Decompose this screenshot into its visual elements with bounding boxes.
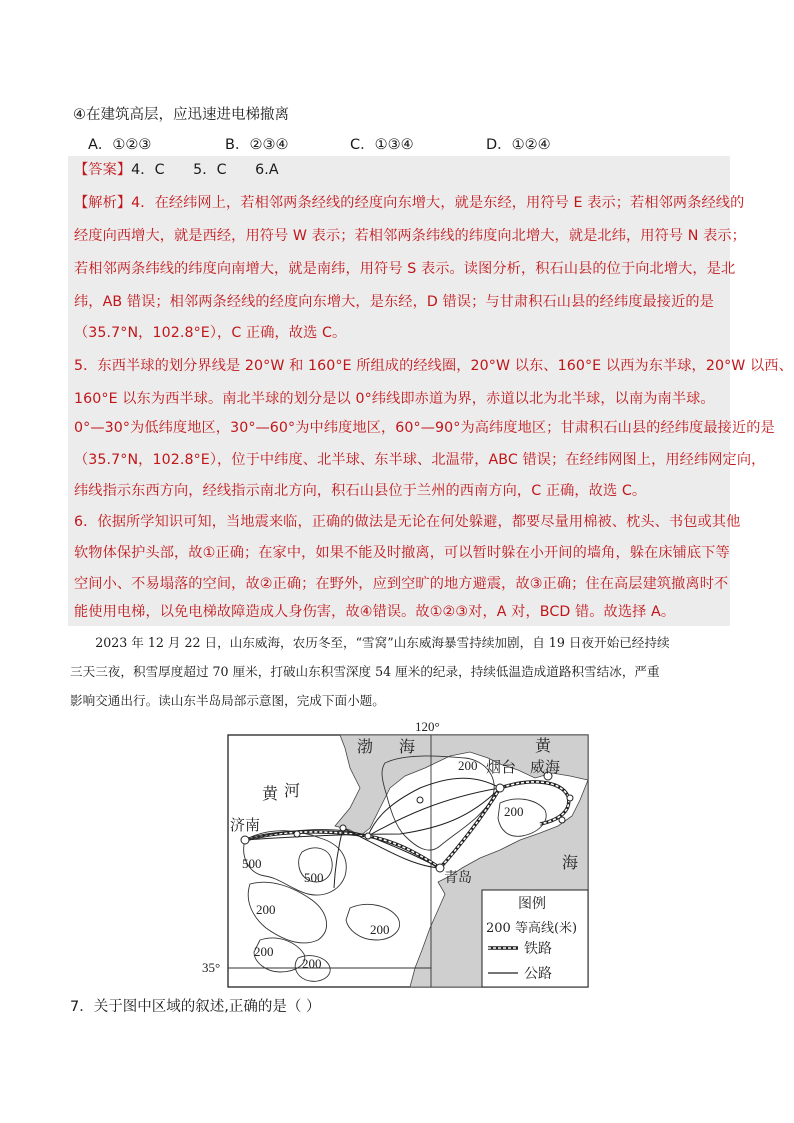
- analysis-line: 软物体保护头部，故①正确；在家中，如果不能及时撤离，可以暂时躲在小开间的墙角，躲在床铺底下等: [74, 545, 730, 561]
- option-c: C．①③④: [350, 137, 414, 153]
- map-svg: [200, 718, 600, 990]
- analysis-line: 经度向西增大，就是西经，用符号 W 表示；若相邻两条纬线的纬度向北增大，就是北纬，用符号 N 表示；: [74, 228, 746, 244]
- analysis-line: 160°E 以东为西半球。南北半球的划分是以 0°纬线即赤道为界，赤道以北为北半球，以南为南半球。: [74, 391, 715, 407]
- material-line: 影响交通出行。读山东半岛局部示意图，完成下面小题。: [70, 693, 385, 708]
- town-marker: [365, 833, 371, 839]
- contour-value: 500: [304, 870, 324, 885]
- city-qingdao-marker: [436, 864, 444, 872]
- analysis-label: 【解析】: [74, 195, 132, 211]
- answer-options: [88, 133, 728, 155]
- analysis-line: 【解析】4．在经纬网上，若相邻两条经线的经度向东增大，就是东经，用符号 E 表示；若相邻两条经线的: [74, 195, 745, 211]
- label-hai-n: 海: [399, 737, 416, 756]
- label-huang-w: 黄: [262, 784, 279, 803]
- shandong-peninsula-map: [200, 718, 600, 990]
- town-marker: [294, 831, 300, 837]
- answer-analysis-block: [68, 156, 793, 626]
- material-line: 三天三夜，积雪厚度超过 70 厘米，打破山东积雪深度 54 厘米的纪录，持续低温造成道路积雪结冰，严重: [70, 664, 660, 679]
- label-longitude: 120°: [415, 719, 440, 734]
- label-he: 河: [284, 781, 301, 800]
- town-marker: [559, 817, 565, 823]
- analysis-line: 空间小、不易塌落的空间，故②正确；在野外，应到空旷的地方避震，故③正确；住在高层建筑撤离时不: [74, 576, 729, 592]
- analysis-line: 能使用电梯，以免电梯故障造成人身伤害，故④错误。故①②③对，A 对，BCD 错。故选择 A。: [74, 604, 676, 620]
- contour-value: 200: [458, 758, 478, 773]
- material-line: 2023 年 12 月 22 日，山东威海，农历冬至，“雪窝”山东威海暴雪持续加剧，自 19 日夜开始已经持续: [70, 635, 670, 650]
- contour-value: 200: [370, 922, 390, 937]
- contour-value: 500: [242, 856, 262, 871]
- label-jinan: 济南: [230, 816, 261, 834]
- town-marker: [340, 825, 346, 831]
- analysis-line: 0°—30°为低纬度地区，30°—60°为中纬度地区，60°—90°为高纬度地区；甘肃积石山县的经纬度最接近的是: [74, 420, 775, 436]
- answer-text: 4．C 5．C 6.A: [131, 162, 279, 178]
- analysis-line: 若相邻两条纬线的纬度向南增大，就是南纬，用符号 S 表示。读图分析，积石山县的位于向北增大，是北: [74, 261, 736, 277]
- city-jinan-marker: [241, 836, 249, 844]
- label-qingdao: 青岛: [444, 870, 472, 886]
- option-d: D．①②④: [486, 137, 551, 153]
- town-marker: [567, 795, 573, 801]
- q4-option-4: ④在建筑高层，应迅速进电梯撤离: [73, 107, 289, 123]
- town-marker: [417, 797, 423, 803]
- label-latitude: 35°: [202, 960, 221, 975]
- legend-title: 图例: [518, 896, 546, 912]
- analysis-line: 纬线指示东西方向，经线指示南北方向，积石山县位于兰州的西南方向，C 正确，故选 C。: [74, 483, 647, 499]
- answer-label: 【答案】: [74, 162, 132, 178]
- label-bo: 渤: [357, 737, 374, 756]
- analysis-line: 5．东西半球的划分界线是 20°W 和 160°E 所组成的经线圈，20°W 以东、160°E 以西为东半球，20°W 以西、: [74, 358, 793, 374]
- legend-highway: 公路: [524, 966, 552, 982]
- analysis-line: 6．依据所学知识可知，当地震来临，正确的做法是无论在何处躲避，都要尽量用棉被、枕头、书包或其他: [74, 514, 741, 530]
- contour-value: 200: [504, 804, 524, 819]
- contour-value: 200: [254, 944, 274, 959]
- label-yantai: 烟台: [486, 758, 517, 776]
- label-huang-e: 黄: [535, 736, 552, 755]
- analysis-line: 纬，AB 错误；相邻两条经线的经度向东增大，是东经，D 错误；与甘肃积石山县的经纬度最接近的是: [74, 294, 714, 310]
- question-7: 7．关于图中区域的叙述,正确的是（ ）: [70, 999, 321, 1015]
- label-weihai: 威海: [530, 758, 561, 776]
- option-a: A．①②③: [88, 137, 152, 153]
- label-hai-e: 海: [562, 853, 579, 872]
- legend-railway: 铁路: [524, 941, 552, 957]
- contour-value: 200: [302, 956, 322, 971]
- contour-value: 200: [256, 902, 276, 917]
- analysis-line: （35.7°N，102.8°E），位于中纬度、北半球、东半球、北温带，ABC 错误；在经纬网图上，用经纬网定向，: [74, 452, 766, 468]
- option-b: B．②③④: [225, 137, 289, 153]
- legend-contour: 200 等高线(米): [486, 921, 578, 936]
- analysis-line: （35.7°N，102.8°E），C 正确，故选 C。: [74, 325, 347, 341]
- city-yantai-marker: [496, 784, 504, 792]
- answer-line: [74, 160, 726, 180]
